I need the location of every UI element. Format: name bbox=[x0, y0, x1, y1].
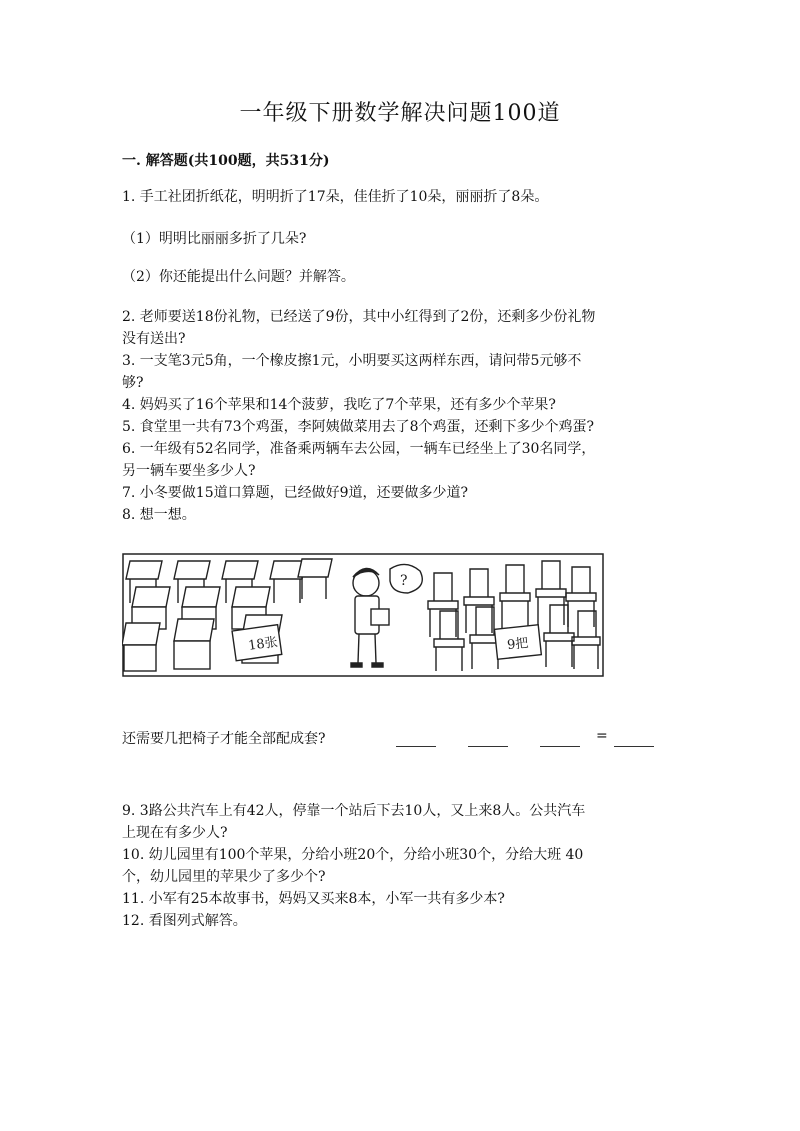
question-4: 4. 妈妈买了16个苹果和14个菠萝，我吃了7个苹果，还有多少个苹果? bbox=[122, 397, 556, 413]
question-1-part-2: （2）你还能提出什么问题？并解答。 bbox=[122, 269, 355, 285]
page-title: 一年级下册数学解决问题100道 bbox=[239, 101, 561, 126]
question-7: 7. 小冬要做15道口算题，已经做好9道，还要做多少道? bbox=[122, 485, 469, 501]
question-9-line-2: 上现在有多少人? bbox=[122, 825, 228, 841]
answer-blank-result[interactable] bbox=[614, 728, 654, 747]
question-1-part-1: （1）明明比丽丽多折了几朵? bbox=[122, 231, 307, 247]
question-10-line-1: 10. 幼儿园里有100个苹果，分给小班20个，分给小班30个，分给大班 40 bbox=[122, 847, 584, 863]
question-11: 11. 小军有25本故事书，妈妈又买来8本，小军一共有多少本? bbox=[122, 891, 505, 907]
desks-and-chairs-illustration bbox=[122, 553, 604, 677]
question-1: 1. 手工社团折纸花，明明折了17朵，佳佳折了10朵，丽丽折了8朵。 bbox=[122, 189, 549, 205]
question-5: 5. 食堂里一共有73个鸡蛋，李阿姨做菜用去了8个鸡蛋，还剩下多少个鸡蛋? bbox=[122, 419, 595, 435]
answer-blank-2[interactable] bbox=[468, 728, 508, 747]
question-9-line-1: 9. 3路公共汽车上有42人，停靠一个站后下去10人，又上来8人。公共汽车 bbox=[122, 803, 586, 819]
question-10-line-2: 个，幼儿园里的苹果少了多少个? bbox=[122, 869, 326, 885]
question-3-line-1: 3. 一支笔3元5角，一个橡皮擦1元，小明要买这两样东西，请问带5元够不 bbox=[122, 353, 582, 369]
fill-in-equation-row bbox=[122, 728, 682, 750]
question-mark-thought: ? bbox=[400, 573, 408, 589]
section-heading: 一. 解答题(共100题，共531分) bbox=[122, 153, 330, 169]
answer-blank-1[interactable] bbox=[396, 728, 436, 747]
question-3-line-2: 够? bbox=[122, 375, 144, 391]
equals-sign: = bbox=[596, 728, 608, 744]
desk-count-label: 18张 bbox=[247, 634, 279, 654]
chair-count-label: 9把 bbox=[506, 635, 530, 654]
answer-blank-3[interactable] bbox=[540, 728, 580, 747]
question-2-line-1: 2. 老师要送18份礼物，已经送了9份，其中小红得到了2份，还剩多少份礼物 bbox=[122, 309, 596, 325]
question-6-line-1: 6. 一年级有52名同学，准备乘两辆车去公园，一辆车已经坐上了30名同学， bbox=[122, 441, 596, 457]
fill-question-prompt: 还需要几把椅子才能全部配成套? bbox=[122, 731, 326, 747]
question-8: 8. 想一想。 bbox=[122, 507, 196, 523]
question-2-line-2: 没有送出? bbox=[122, 331, 186, 347]
question-6-line-2: 另一辆车要坐多少人? bbox=[122, 463, 256, 479]
question-12: 12. 看图列式解答。 bbox=[122, 913, 247, 929]
